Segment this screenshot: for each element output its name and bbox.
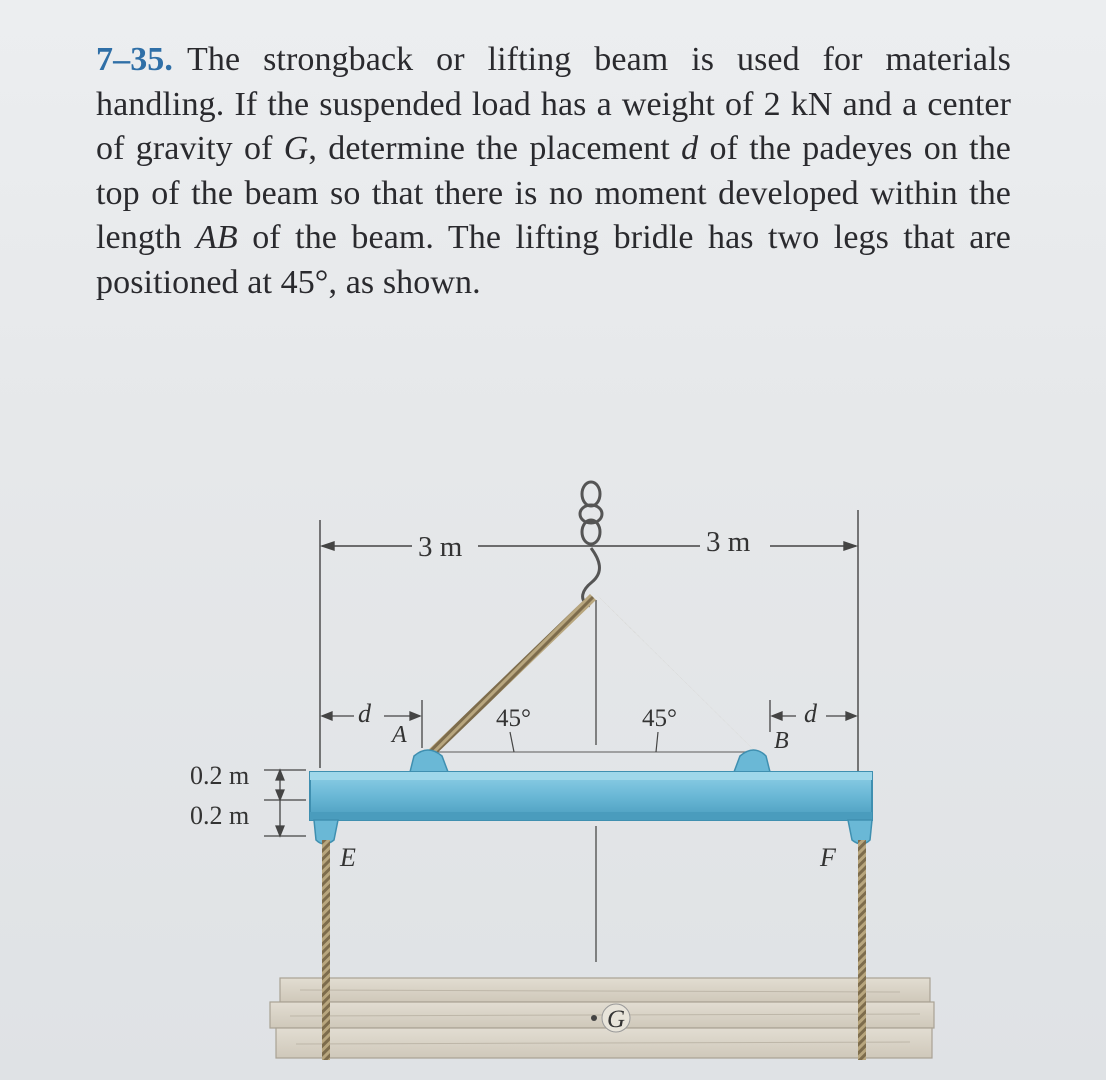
point-a-label: A <box>392 722 407 748</box>
problem-text-1: The strongback or lifting beam is used for materials handling. If the suspended load has a weight of 2 kN and a center of gravity of <box>96 41 1011 167</box>
padeye-a <box>410 750 448 772</box>
beam-bottom-flange <box>310 812 872 820</box>
beam-top-flange <box>310 772 872 780</box>
problem-text-2: , determine the placement <box>308 130 682 167</box>
d-left-dimension <box>322 700 422 748</box>
height-dimensions <box>264 770 306 836</box>
var-d: d <box>681 130 699 167</box>
var-g: G <box>283 130 309 167</box>
angle-right-label: 45° <box>642 705 677 732</box>
point-b-label: B <box>774 728 789 754</box>
problem-text-3: of the padeyes on the top of the beam so that there is no moment developed within the length <box>96 130 1011 256</box>
dim-right-label: 3 m <box>706 526 751 558</box>
problem-text-4: of the beam. The lifting bridle has two legs that are positioned at 45°, as shown. <box>96 219 1011 301</box>
angle-left-label: 45° <box>496 705 531 732</box>
bridle-leg-right <box>596 594 764 760</box>
height-top-label: 0.2 m <box>190 761 250 790</box>
point-g-label: G <box>607 1006 626 1033</box>
d-right-label: d <box>804 699 817 728</box>
padeye-b <box>734 750 770 772</box>
hook-icon <box>580 482 602 606</box>
height-bottom-label: 0.2 m <box>190 801 250 830</box>
problem-number: 7–35. <box>96 41 173 78</box>
rope-e-front <box>322 970 330 1060</box>
var-ab: AB <box>196 219 238 256</box>
center-of-gravity-dot <box>591 1015 597 1021</box>
rope-f-front <box>858 970 866 1060</box>
bridle-leg-left <box>424 594 596 760</box>
dim-left-label: 3 m <box>418 531 463 563</box>
angle-right-arc <box>656 732 658 752</box>
d-left-label: d <box>358 699 371 728</box>
angle-left-arc <box>510 732 514 752</box>
point-e-label: E <box>340 843 356 872</box>
point-f-label: F <box>820 843 836 872</box>
